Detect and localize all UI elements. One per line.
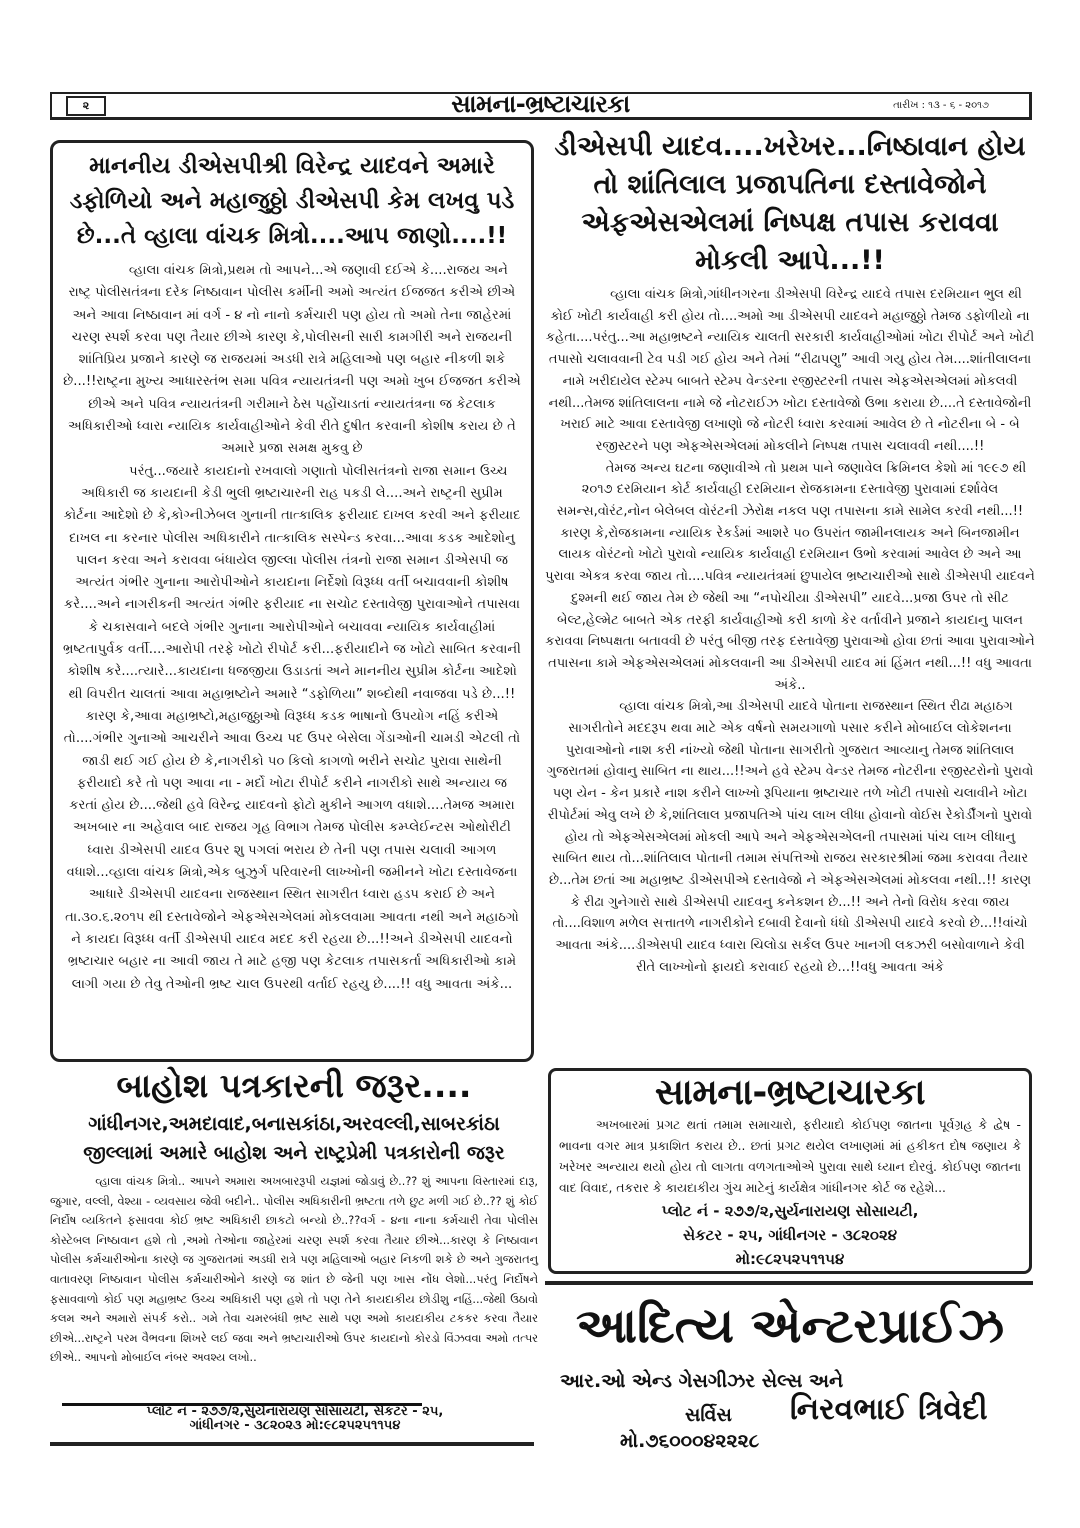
info-title: સામના-ભ્રષ્ટાચારકા xyxy=(654,1072,926,1113)
divider xyxy=(50,1442,534,1446)
left-article-headline: માનનીય ડીએસપીશ્રી વિરેન્દ્ર યાદવને અમારે ડફોળિયો અને મહાજુઠ્ઠો ડીએસપી કેમ લખવુ પડે છે...તે વ્હાલા વાંચક મિત્રો....આપ જાણો....!! xyxy=(69,153,515,249)
right-article-body xyxy=(545,284,1035,979)
recruitment-body: વ્હાલા વાંચક મિત્રો.. આપને અમારા અખબારરૂપી યજ્ઞમાં જોડાવું છે..?? શું આપના વિસ્તારમાં દારૂ, જુગાર, વલ્લી, વેશ્યા - વ્યવસાય જેવી બદીને.. પોલીસ અધિકારીની ભ્રષ્ટતા તળે છુટ મળી ગઈ છે..?? શું કોઈ નિર્દોષ વ્યકિતને ફસાવવા કોઈ ભ્રષ્ટ અધિકારી છાકટો બન્યો છે..??વર્ગ - ૪ના નાના કર્મચારી તેવા પોલીસ કોસ્ટેબલ નિષ્ઠાવાન હશે તો ,અમો તેઓના જાહેરમાં ચરણ સ્પર્શ કરવા તૈયાર છીએ...કારણ કે નિષ્ઠાવાન પોલીસ કર્મચારીઓના કારણે જ ગુજરાતમાં અડધી રાત્રે પણ મહિલાઓ બહાર નિકળી શકે છે અને ગુજરાતનુ વાતાવરણ નિષ્ઠાવાન પોલીસ કર્મચારીઓને કારણે જ શાંત છે જેની પણ ખાસ નોંધ લેશો...પરંતુ નિર્દોષને ફસાવવાળો કોઈ પણ મહાભ્રષ્ટ ઉચ્ચ અધિકારી પણ હશે તો પણ તેને કાયદાકીય છોડીશુ નહિં...જેથી ઉઠાવો કલમ અને અમારો સંપર્ક કરો.. ગમે તેવા ચમરબંધી ભ્રષ્ટ સાથે પણ અમો કાયદાકીય ટકકર કરવા તૈયાર છીએ...રાષ્ટ્રને પરમ વૈભવના શિખરે લઈ જવા અને ભ્રષ્ટાચારીઓ ઉપર કાયદાનો કોરડો વિંઝવવા અમો તત્પર છીએ.. આપનો મોબાઈલ નંબર અવશ્ય લખો.. xyxy=(50,1175,538,1365)
ad-service: આર.ઓ એન્ડ ગેસગીઝર સેલ્સ અને xyxy=(560,1370,844,1392)
recruitment-address xyxy=(50,1405,540,1433)
divider xyxy=(545,1281,1033,1285)
masthead xyxy=(50,92,1032,120)
left-article xyxy=(50,140,534,1062)
recruitment-subtitle: જીલ્લામાં અમારે બાહોશ અને રાષ્ટ્રપ્રેમી પત્રકારોની જરૂર xyxy=(83,1142,505,1164)
ad-service: સર્વિસ xyxy=(685,1404,732,1426)
recruitment-notice xyxy=(50,1062,538,1368)
ad-contact-person: નિરવભાઈ ત્રિવેદી xyxy=(790,1392,988,1427)
recruitment-districts: ગાંધીનગર,અમદાવાદ,બનાસકાંઠા,અરવલ્લી,સાબરકાંઠા xyxy=(88,1113,500,1135)
right-article xyxy=(545,128,1035,979)
paragraph: વ્હાલા વાંચક મિત્રો,આ ડીએસપી યાદવે પોતાના રાજસ્થાન સ્થિત રીઢા મહાઠગ સાગરીતોને મદદરૂપ થવા માટે એક વર્ષનો સમયગાળો પસાર કરીને મોબાઈલ લોકેશનના પુરાવાઓનો નાશ કરી નાંખ્યો જેથી પોતાના સાગરીતો ગુજરાત આવ્યાનુ તેમજ શાંતિલાલ ગુજરાતમાં હોવાનુ સાબિત ના થાય...!!અને હવે સ્ટેમ્પ વેન્ડર તેમજ નોટરીના રજીસ્ટરોનો પુરાવો પણ યેન - કેન પ્રકારે નાશ કરીને લાખ્ખો રૂપિયાના ભ્રષ્ટાચાર તળે ખોટી તપાસો ચલાવીને ખોટા રીપોર્ટમાં એવુ લખે છે કે,શાંતિલાલ પ્રજાપતિએ પાંચ લાખ લીધા હોવાનો વોઈસ રેકોર્ડીંગનો પુરાવો હોય તો એફએસએલમાં મોકલી આપે અને એફએસએલની તપાસમાં પાંચ લાખ લીધાનુ સાબિત થાય તો...શાંતિલાલ પોતાની તમામ સંપત્તિઓ રાજય સરકારશ્રીમાં જમા કરાવવા તૈયાર છે...તેમ છતાં આ મહાભ્રષ્ટ ડીએસપીએ દસ્તાવેજો ને એફએસએલમાં મોકલવા નથી..!! કારણ કે રીઢા ગુનેગારો સાથે ડીએસપી યાદવનુ કનેકશન છે...!! અને તેનો વિરોધ કરવા જાય તો....વિશાળ મળેલ સત્તાતળે નાગરીકોને દબાવી દેવાનો ધંધો ડીએસપી યાદવે કરવો છે...!!વાંચો આવતા અંકે....ડીએસપી યાદવ ધ્વારા ચિલોડા સર્કલ ઉપર ખાનગી લકઝરી બસોવાળાને કેવી રીતે લાખ્ખોનો ફાયદો કરાવાઈ રહયો છે...!!વધુ આવતા અંકે xyxy=(546,699,1034,975)
recruitment-title: બાહોશ પત્રકારની જરૂર.... xyxy=(116,1066,472,1105)
address-line: પ્લોટ નં - ૨૭૭/૨,સુર્યનારાયણ સોસાયટી, સેકટર - ૨૫, xyxy=(146,1404,444,1419)
address-line: પ્લોટ નં - ૨૭૭/૨,સુર્યનારાયણ સોસાયટી, xyxy=(661,1202,919,1220)
ad-business-name: આદિત્ય એન્ટરપ્રાઈઝ xyxy=(575,1298,1005,1354)
page-number: ૨ xyxy=(66,96,106,116)
paragraph: પરંતુ...જયારે કાયદાનો રખવાલો ગણાતો પોલીસતંત્રનો રાજા સમાન ઉચ્ચ અધિકારી જ કાયદાની કેડી ભુલી ભ્રષ્ટાચારની રાહ પકડી લે....અને રાષ્ટ્રની સુપ્રીમ કોર્ટના આદેશો છે કે,કોગ્નીઝેબલ ગુનાની તાત્કાલિક ફરીયાદ દાખલ કરવી અને ફરીયાદ દાખલ ના કરનાર પોલીસ અધિકારીને તાત્કાલિક સસ્પેન્ડ કરવા...આવા કડક આદેશોનુ પાલન કરવા અને કરાવવા બંધાયેલ જીલ્લા પોલીસ તંત્રનો રાજા સમાન ડીએસપી જ અત્યંત ગંભીર ગુનાના આરોપીઓને કાયદાના નિર્દેશો વિરૂધ્ધ વર્તી બચાવવાની કોશીષ કરે....અને નાગરીકની અત્યંત ગંભીર ફરીયાદ ના સચોટ દસ્તાવેજી પુરાવાઓને તપાસવા કે ચકાસવાને બદલે ગંભીર ગુનાના આરોપીઓને બચાવવા ન્યાયિક કાર્યવાહીમાં ભ્રષ્ટતાપુર્વક વર્તી....આરોપી તરફે ખોટો રીપોર્ટ કરી...ફરીયાદીને જ ખોટો સાબિત કરવાની કોશીષ કરે....ત્યારે...કાયદાના ધજજીયા ઉડાડતાં અને માનનીય સુપ્રીમ કોર્ટના આદેશો થી વિપરીત ચાલતાં આવા મહાભ્રષ્ટોને અમારે “ડફોળિયા” શબ્દોથી નવાજવા પડે છે...!! કારણ કે,આવા મહાભ્રષ્ટો,મહાજુઠ્ઠાઓ વિરૂધ્ધ કડક ભાષાનો ઉપયોગ નહિં કરીએ તો....ગંભીર ગુનાઓ આચરીને આવા ઉચ્ચ પદ ઉપર બેસેલા ગેંડાઓની ચામડી એટલી તો જાડી થઈ ગઈ હોય છે કે,નાગરીકો ૫૦ કિલો કાગળો ભરીને સચોટ પુરાવા સાથેની ફરીયાદો કરે તો પણ આવા ના - મર્દો ખોટા રીપોર્ટ કરીને નાગરીકો સાથે અન્યાય જ કરતાં હોય છે....જેથી હવે વિરેન્દ્ર યાદવનો ફોટો મુકીને આગળ વધાશે....તેમજ અમારા અખબાર ના અહેવાલ બાદ રાજય ગૃહ વિભાગ તેમજ પોલીસ કમ્પ્લેઈન્ટસ ઓથોરીટી ધ્વારા ડીએસપી યાદવ ઉપર શુ પગલાં ભરાય છે તેની પણ તપાસ ચલાવી આગળ વધાશે...વ્હાલા વાંચક મિત્રો,એક બુઝુર્ગ પરિવારની લાખ્ખોની જમીનને ખોટા દસ્તાવેજના આધારે ડીએસપી યાદવના રાજસ્થાન સ્થિત સાગરીત ધ્વારા હડપ કરાઈ છે અને તા.૩૦.૬.૨૦૧૫ થી દસ્તાવેજોને એફએસએલમાં મોકલવામા આવતા નથી અને મહાઠગો ને કાયદા વિરૂધ્ધ વર્તી ડીએસપી યાદવ મદદ કરી રહયા છે...!!અને ડીએસપી યાદવનો ભ્રષ્ટાચાર બહાર ના આવી જાય તે માટે હજી પણ કેટલાક તપાસકર્તા અધિકારીઓ કામે લાગી ગયા છે તેવુ તેઓની ભ્રષ્ટ ચાલ ઉપરથી વર્તાઈ રહયુ છે....!! વધુ આવતા અંકે... xyxy=(63,463,521,992)
newspaper-title: સામના-ભ્રષ્ટાચારકા xyxy=(451,90,630,118)
ad-mobile: મો.૭૬૦૦૦૪૨૨૨૮ xyxy=(620,1430,760,1452)
paragraph: તેમજ અન્ય ઘટના જણાવીએ તો પ્રથમ પાને જણાવેલ ક્રિમિનલ કેશો માં ૧૯૯૭ થી ૨૦૧૭ દરમિયાન કોર્ટ કાર્યવાહી દરમિયાન રોજકામના દસ્તાવેજી પુરાવામાં દર્શાવેલ સમન્સ,વોરંટ,નોન બેલેબલ વોરંટની ઝેરોક્ષ નકલ પણ તપાસના કામે સામેલ કરવી નથી...!!કારણ કે,રોજકામના ન્યાયિક રેકર્ડમાં આશરે ૫૦ ઉપરાંત જામીનલાયક અને બિનજામીન લાયક વોરંટનો ખોટો પુરાવો ન્યાયિક કાર્યવાહી દરમિયાન ઉભો કરવામાં આવેલ છે અને આ પુરાવા એકત્ર કરવા જાય તો....પવિત્ર ન્યાયતંત્રમાં છુપાયેલ ભ્રષ્ટાચારીઓ સાથે ડીએસપી યાદવને દુશ્મની થઈ જાય તેમ છે જેથી આ “નપોચીયા ડીએસપી” યાદવે...પ્રજા ઉપર તો સીટ બેલ્ટ,હેલ્મેટ બાબતે એક તરફી કાર્યવાહીઓ કરી કાળો કેર વર્તાવીને પ્રજાને કાયદાનુ પાલન કરાવવા નિષ્પક્ષતા બતાવવી છે પરંતુ બીજી તરફ દસ્તાવેજી પુરાવાઓ હોવા છતાં આવા પુરાવાઓને તપાસના કામે એફએસએલમાં મોકલવાની આ ડીએસપી યાદવ માં હિંમત નથી...!! વધુ આવતા અંકે.. xyxy=(545,460,1035,693)
left-article-body xyxy=(63,260,521,996)
right-article-headline: ડીએસપી યાદવ....ખરેખર...નિષ્ઠાવાન હોય તો શાંતિલાલ પ્રજાપતિના દસ્તાવેજોને એફએસએલમાં નિષ્પક્ષ તપાસ કરાવવા મોકલી આપે...!! xyxy=(554,131,1026,276)
phone-number: મો:૯૮૨૫૨૫૧૧૫૪ xyxy=(735,1250,845,1268)
disclaimer-text: અખબારમાં પ્રગટ થતાં તમામ સમાચારો, ફરીયાદો કોઈપણ જાતના પૂર્વગ્રહ કે દ્વેષ - ભાવના વગર માત્ર પ્રકાશિત કરાય છે.. છતાં પ્રગટ થયેલ લખાણમાં માં હકીકત દોષ જણાય કે ખરેખર અન્યાય થયો હોય તો લાગતા વળગતાઓએ પુરાવા સાથે ધ્યાન દોરવું. કોઈપણ જાતના વાદ વિવાદ, તકરાર કે કાયદાકીય ગુંચ માટેનું કાર્યક્ષેત્ર ગાંધીનગર કોર્ટ જ રહેશે... xyxy=(559,1118,1021,1195)
paragraph: વ્હાલા વાંચક મિત્રો,પ્રથમ તો આપને...એ જણાવી દઈએ કે....રાજય અને રાષ્ટ્ર પોલીસતંત્રના દરેક નિષ્ઠાવાન પોલીસ કર્મીની અમો અત્યંત ઈજજત કરીએ છીએ અને આવા નિષ્ઠાવાન માં વર્ગ - ૪ નો નાનો કર્મચારી પણ હોય તો અમો તેના જાહેરમાં ચરણ સ્પર્શ કરવા પણ તૈયાર છીએ કારણ કે,પોલીસની સારી કામગીરી અને રાજયની શાંતિપ્રિય પ્રજાને કારણે જ રાજયમાં અડધી રાત્રે મહિલાઓ પણ બહાર નીકળી શકે છે...!!રાષ્ટ્રના મુખ્ય આધારસ્તંભ સમા પવિત્ર ન્યાયતંત્રની પણ અમો ખુબ ઈજજત કરીએ છીએ અને પવિત્ર ન્યાયતંત્રની ગરીમાને ઠેસ પહોંચાડતાં ન્યાયતંત્રના જ કેટલાક અધિકારીઓ ધ્વારા ન્યાયિક કાર્યવાહીઓને કેવી રીતે દુષીત કરવાની કોશીષ કરાય છે તે અમારે પ્રજા સમક્ષ મુકવુ છે xyxy=(63,263,521,457)
address-line: ગાંધીનગર - ૩૮૨૦૨૩ મો:૯૮૨૫૨૫૧૧૫૪ xyxy=(189,1418,401,1433)
publisher-info-box xyxy=(548,1068,1032,1274)
issue-date: તારીખ : ૧૩ - ૬ - ૨૦૧૭ xyxy=(893,100,989,111)
address-line: સેકટર - ૨૫, ગાંધીનગર - ૩૮૨૦૨૪ xyxy=(682,1226,898,1244)
paragraph: વ્હાલા વાંચક મિત્રો,ગાંધીનગરના ડીએસપી વિરેન્દ્ર યાદવે તપાસ દરમિયાન ભુલ થી કોઈ ખોટી કાર્યવાહી કરી હોય તો....અમો આ ડીએસપી યાદવને મહાજુઠ્ઠો તેમજ ડફોળીયો ના કહેતા....પરંતુ...આ મહાભ્રષ્ટને ન્યાયિક ચાલતી સરકારી કાર્યવાહીઓમાં ખોટા રીપોર્ટ અને ખોટી તપાસો ચલાવવાની ટેવ પડી ગઈ હોય અને તેમાં “રીઢાપણુ” આવી ગયુ હોય તેમ....શાંતીલાલના નામે ખરીદાયેલ સ્ટેમ્પ બાબતે સ્ટેમ્પ વેન્ડરના રજીસ્ટરની તપાસ એફએસએલમાં મોકલવી નથી...તેમજ શાંતિલાલના નામે જે નોટરાઈઝ ખોટા દસ્તાવેજો ઉભા કરાયા છે....તે દસ્તાવેજોની ખરાઈ માટે આવા દસ્તાવેજી લખાણો જે નોટરી ધ્વારા કરવામાં આવેલ છે તે નોટરીના બે - બે રજીસ્ટરને પણ એફએસએલમાં મોકલીને નિષ્પક્ષ તપાસ ચલાવવી નથી....!! xyxy=(545,287,1035,454)
